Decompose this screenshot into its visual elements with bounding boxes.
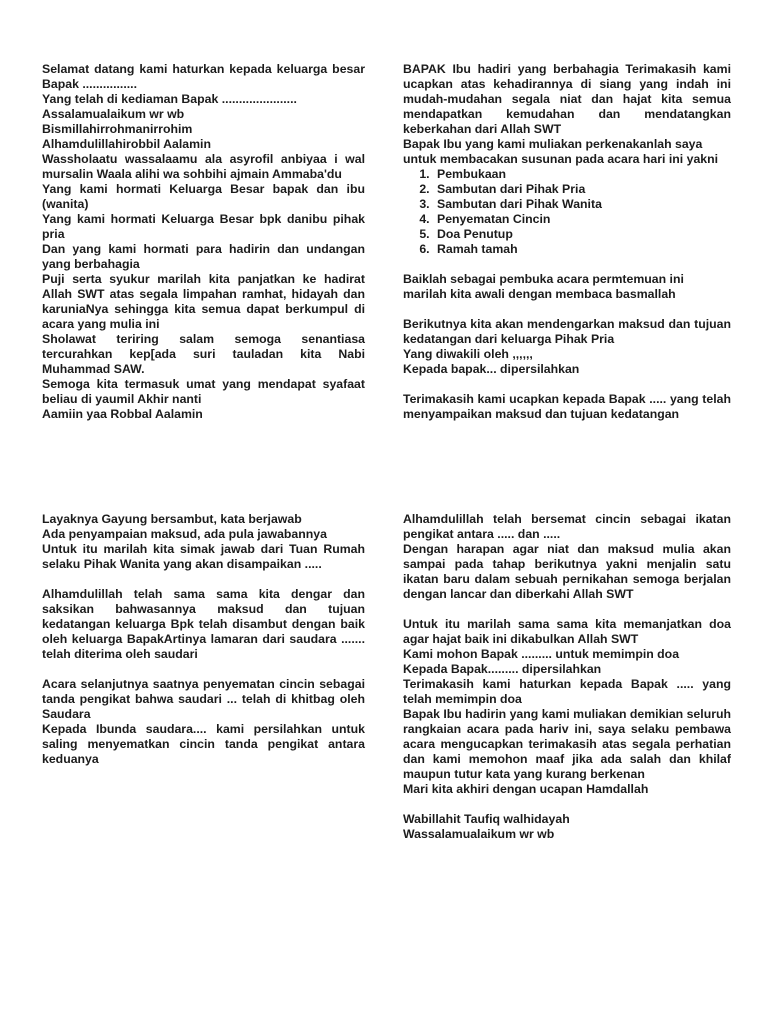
paragraph: Assalamualaikum wr wb [42,107,185,121]
paragraph: Alhamdulillah telah sama sama kita dengar dan saksikan bahwasannya maksud dan tujuan kedatangan keluarga Bpk telah disambut dengan baik oleh keluarga BapakArtinya lamaran dari saudara ....... telah diterima oleh saudari [42,587,365,661]
paragraph: Semoga kita termasuk umat yang mendapat syafaat beliau di yaumil Akhir nanti [42,377,365,406]
paragraph: Wassalamualaikum wr wb [403,827,555,841]
paragraph: Yang kami hormati Keluarga Besar bapak dan ibu (wanita) [42,182,365,211]
paragraph: Wabillahit Taufiq walhidayah [403,812,570,826]
line-gap [403,257,731,272]
paragraph: untuk membacakan susunan pada acara hari ini yakni [403,152,719,166]
list-item: 2. Sambutan dari Pihak Pria [433,182,731,197]
column-left-bottom [42,512,365,767]
paragraph: Yang telah di kediaman Bapak ...................... [42,92,297,106]
paragraph: Sholawat teriring salam semoga senantiasa tercurahkan kep[ada suri tauladan kita Nabi Muhammad SAW. [42,332,365,376]
paragraph: Berikutnya kita akan mendengarkan maksud dan tujuan kedatangan dari keluarga Pihak Pria [403,317,731,346]
paragraph: Acara selanjutnya saatnya penyematan cincin sebagai tanda pengikat bahwa saudari ... telah di khitbag oleh Saudara [42,677,365,721]
list-item: 5. Doa Penutup [433,227,731,242]
paragraph: Puji serta syukur marilah kita panjatkan ke hadirat Allah SWT atas segala limpahan ramhat, hidayah dan karuniaNya sehingga kita semua dapat berkumpul di acara yang mulia ini [42,272,365,331]
paragraph: Kepada Ibunda saudara.... kami persilahkan untuk saling menyematkan cincin tanda pengikat antara keduanya [42,722,365,766]
paragraph: Mari kita akhiri dengan ucapan Hamdallah [403,782,649,796]
paragraph: Ada penyampaian maksud, ada pula jawabannya [42,527,327,541]
line-gap [403,377,731,392]
paragraph: Alhamdulillah telah bersemat cincin sebagai ikatan pengikat antara ..... dan ..... [403,512,731,541]
paragraph: Bapak Ibu hadirin yang kami muliakan demikian seluruh rangkaian acara pada hariv ini, saya selaku pembawa acara mengucapkan terimakasih atas segala perhatian dan kami memohon maaf jika ada salah dan khilaf maupun tutur kata yang kurang berkenan [403,707,732,781]
numbered-list [403,167,731,257]
line-gap [403,602,731,617]
paragraph: Aamiin yaa Robbal Aalamin [42,407,203,421]
paragraph: Bismillahirrohmanirrohim [42,122,193,136]
paragraph: Untuk itu marilah sama sama kita memanjatkan doa agar hajat baik ini dikabulkan Allah SWT [403,617,731,646]
paragraph: Yang kami hormati Keluarga Besar bpk danibu pihak pria [42,212,365,241]
paragraph: Terimakasih kami ucapkan kepada Bapak ..... yang telah menyampaikan maksud dan tujuan kedatangan [403,392,731,421]
line-gap [42,662,365,677]
list-item: 4. Penyematan Cincin [433,212,731,227]
line-gap [403,302,731,317]
paragraph: Layaknya Gayung bersambut, kata berjawab [42,512,302,526]
paragraph: Kepada bapak... dipersilahkan [403,362,580,376]
paragraph: Yang diwakili oleh ,,,,,, [403,347,533,361]
paragraph: marilah kita awali dengan membaca basmallah [403,287,676,301]
paragraph: Dan yang kami hormati para hadirin dan undangan yang berbahagia [42,242,365,271]
line-gap [42,572,365,587]
column-right-bottom [403,512,731,842]
line-gap [403,797,731,812]
column-left-top [42,62,365,422]
paragraph: Alhamdulillahirobbil Aalamin [42,137,211,151]
paragraph: Untuk itu marilah kita simak jawab dari Tuan Rumah selaku Pihak Wanita yang akan disampaikan ..... [42,542,365,571]
paragraph: Terimakasih kami haturkan kepada Bapak ..... yang telah memimpin doa [403,677,731,706]
paragraph: Dengan harapan agar niat dan maksud mulia akan sampai pada tahap berikutnya yakni menjalin satu ikatan baru dalam sebuah pernikahan semoga berjalan dengan lancar dan diberkahi Allah SWT [403,542,731,601]
paragraph: Kami mohon Bapak ......... untuk memimpin doa [403,647,680,661]
column-right-top [403,62,731,422]
paragraph: Wassholaatu wassalaamu ala asyrofil anbiyaa i wal mursalin Waala alihi wa sohbihi ajmain Ammaba'du [42,152,365,181]
list-item: 3. Sambutan dari Pihak Wanita [433,197,731,212]
paragraph: Baiklah sebagai pembuka acara permtemuan ini [403,272,684,286]
paragraph: Bapak Ibu yang kami muliakan perkenakanlah saya [403,137,703,151]
paragraph: Kepada Bapak......... dipersilahkan [403,662,602,676]
list-item: 6. Ramah tamah [433,242,731,257]
list-item: 1. Pembukaan [433,167,731,182]
paragraph: Selamat datang kami haturkan kepada keluarga besar Bapak ................ [42,62,365,91]
paragraph: BAPAK Ibu hadiri yang berbahagia Terimakasih kami ucapkan atas kehadirannya di siang yang indah ini mudah-mudahan segala niat dan hajat kita semua mendapatkan kemudahan dan mendatangkan keberkahan dari Allah SWT [403,62,731,136]
